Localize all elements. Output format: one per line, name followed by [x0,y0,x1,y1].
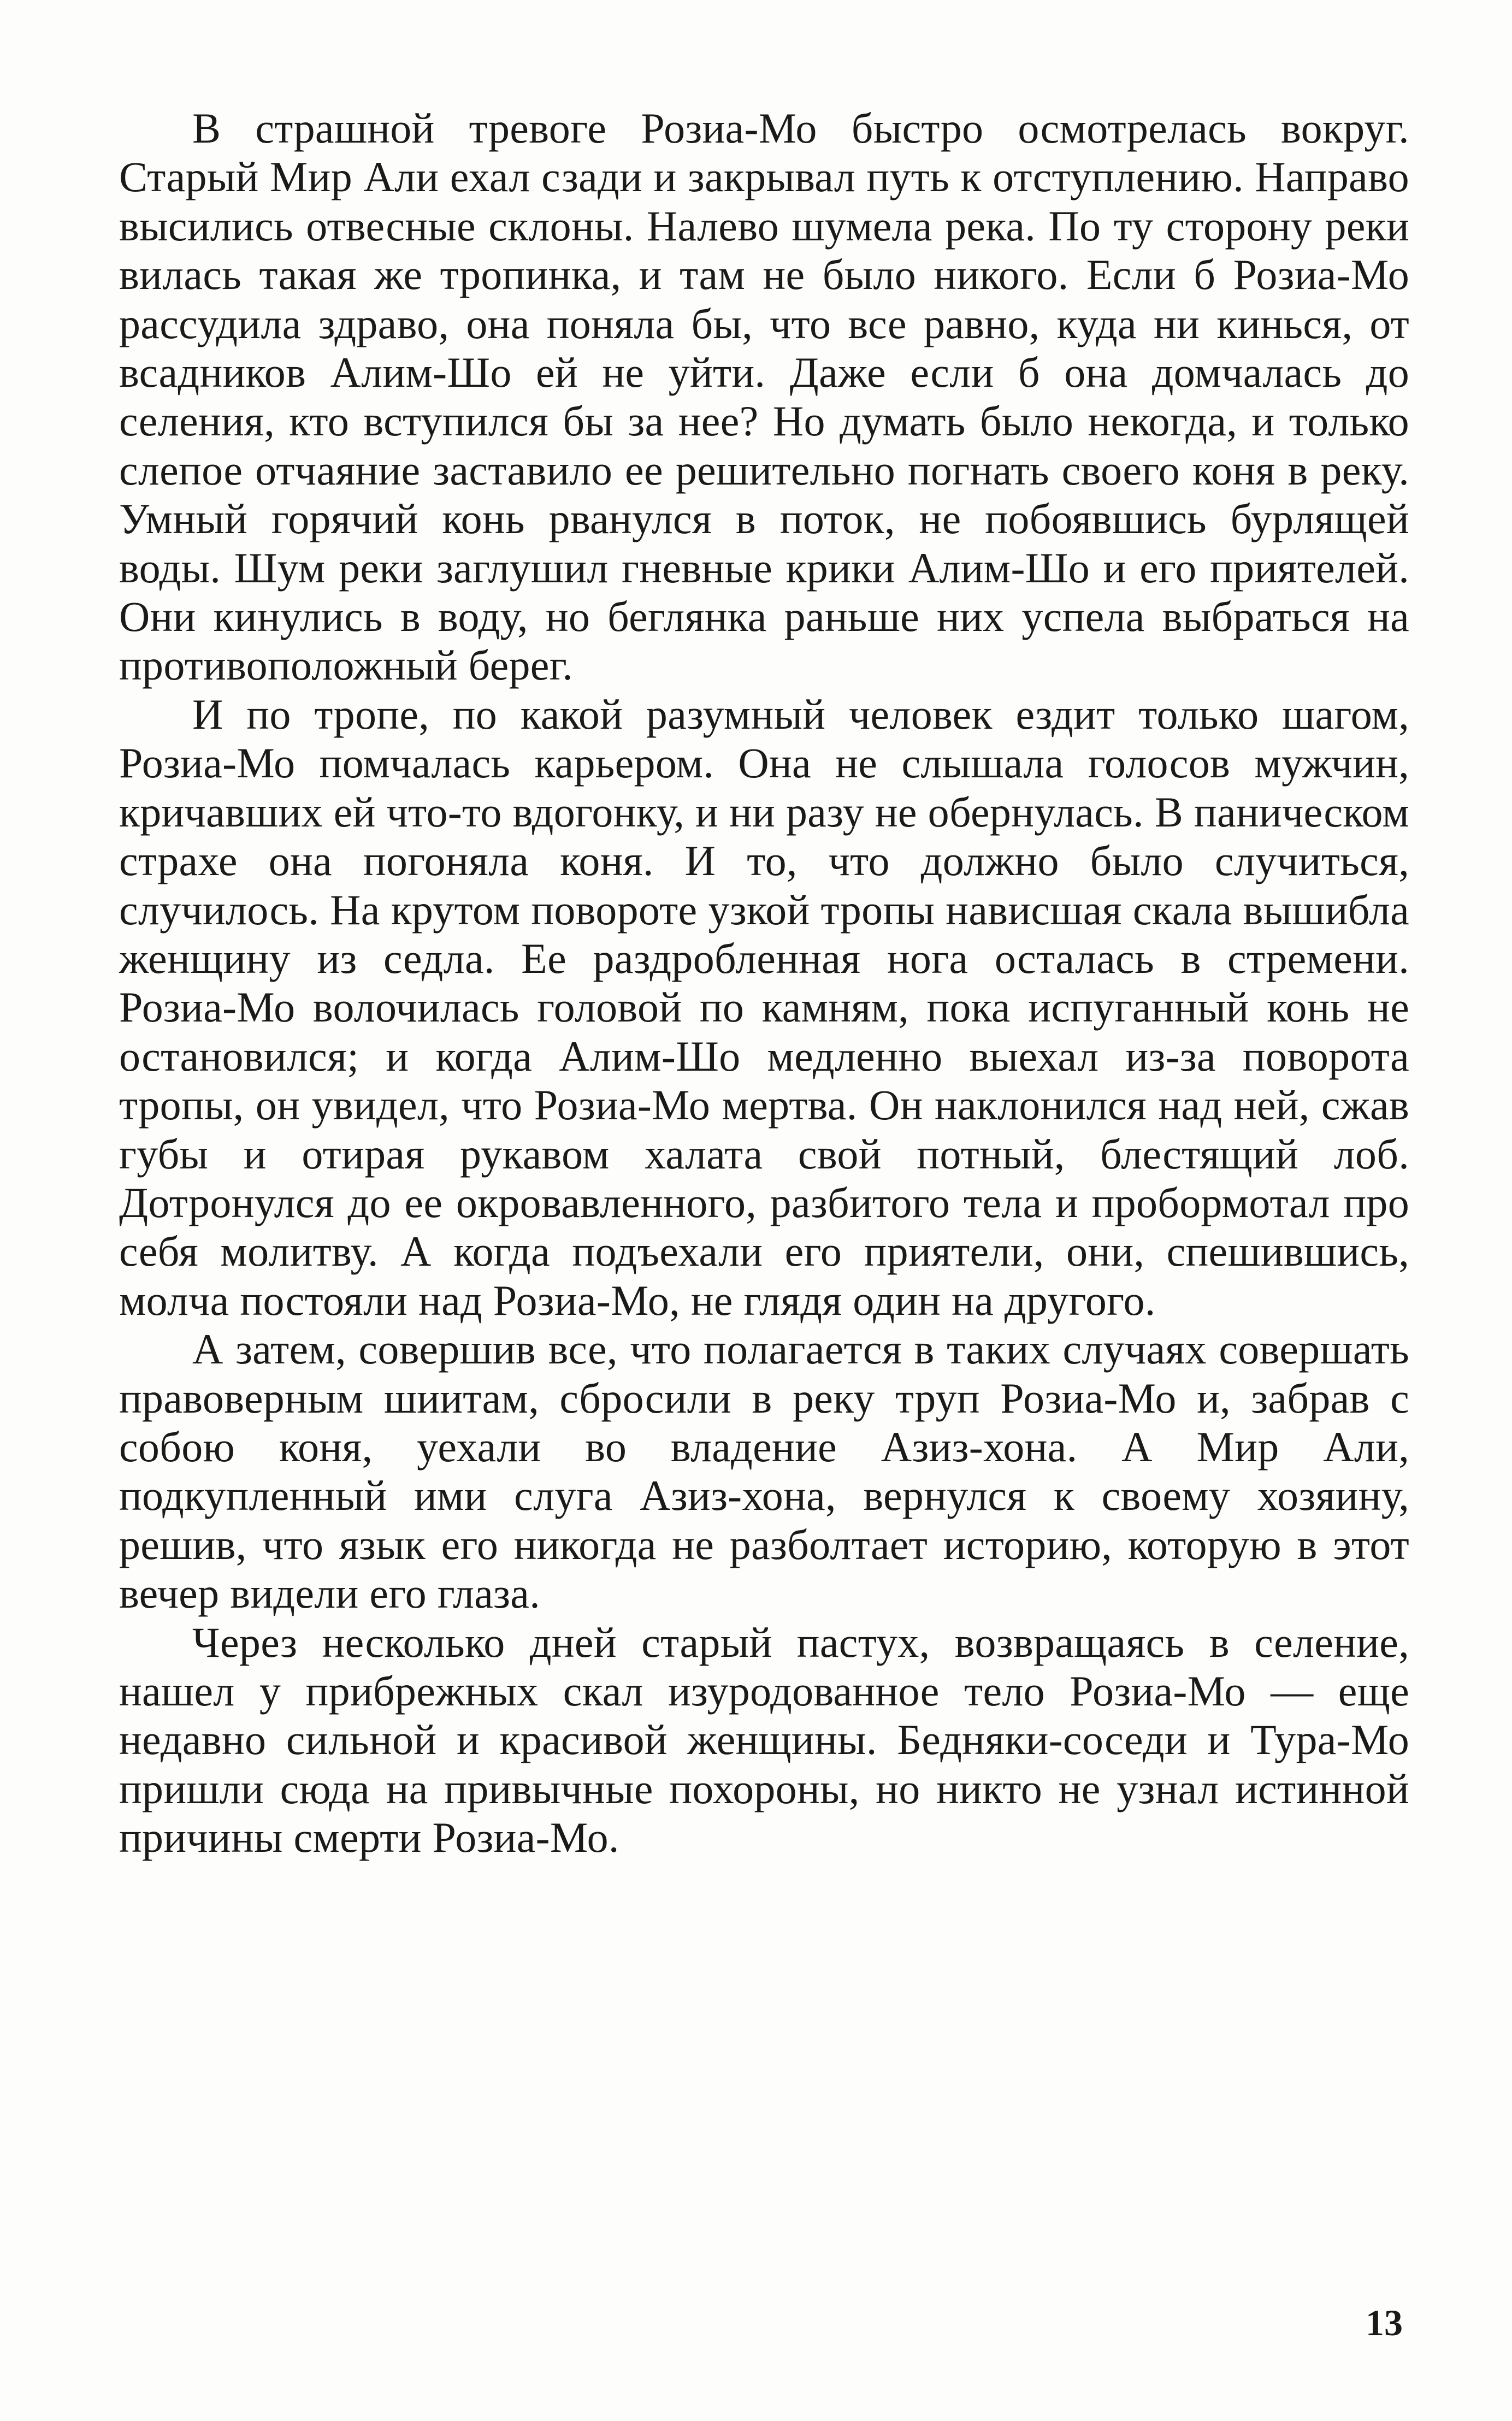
paragraph-4: Через несколько дней старый пастух, возвращаясь в селение, нашел у прибрежных скал изуродованное тело Розиа-Мо — еще недавно сильной и красивой женщины. Бедняки-соседи и Тура-Мо пришли сюда на привычные похороны, но никто не узнал истинной причины смерти Розиа-Мо. [119,1618,1409,1862]
paragraph-2: И по тропе, по какой разумный человек ездит только шагом, Розиа-Мо помчалась карьером. Она не слышала голосов мужчин, кричавших ей что-то вдогонку, и ни разу не обернулась. В паническом страхе она погоняла коня. И то, что должно было случиться, случилось. На крутом повороте узкой тропы нависшая скала вышибла женщину из седла. Ее раздробленная нога осталась в стремени. Розиа-Мо волочилась головой по камням, пока испуганный конь не остановился; и когда Алим-Шо медленно выехал из-за поворота тропы, он увидел, что Розиа-Мо мертва. Он наклонился над ней, сжав губы и отирая рукавом халата свой потный, блестящий лоб. Дотронулся до ее окровавленного, разбитого тела и пробормотал про себя молитву. А когда подъехали его приятели, они, спешившись, молча постояли над Розиа-Мо, не глядя один на другого. [119,690,1409,1324]
paragraph-3: А затем, совершив все, что полагается в таких случаях совершать правоверным шиитам, сбросили в реку труп Розиа-Мо и, забрав с собою коня, уехали во владение Азиз-хона. А Мир Али, подкупленный ими слуга Азиз-хона, вернулся к своему хозяину, решив, что язык его никогда не разболтает историю, которую в этот вечер видели его глаза. [119,1325,1409,1617]
paragraph-1: В страшной тревоге Розиа-Мо быстро осмотрелась вокруг. Старый Мир Али ехал сзади и закрывал путь к отступлению. Направо высились отвесные склоны. Налево шумела река. По ту сторону реки вилась такая же тропинка, и там не было никого. Если б Розиа-Мо рассудила здраво, она поняла бы, что все равно, куда ни кинься, от всадников Алим-Шо ей не уйти. Даже если б она домчалась до селения, кто вступился бы за нее? Но думать было некогда, и только слепое отчаяние заставило ее решительно погнать своего коня в реку. Умный горячий конь рванулся в поток, не побоявшись бурлящей воды. Шум реки заглушил гневные крики Алим-Шо и его приятелей. Они кинулись в воду, но беглянка раньше них успела выбраться на противоположный берег. [119,104,1409,689]
page-number: 13 [1366,2302,1403,2343]
body-text [119,104,1409,1862]
